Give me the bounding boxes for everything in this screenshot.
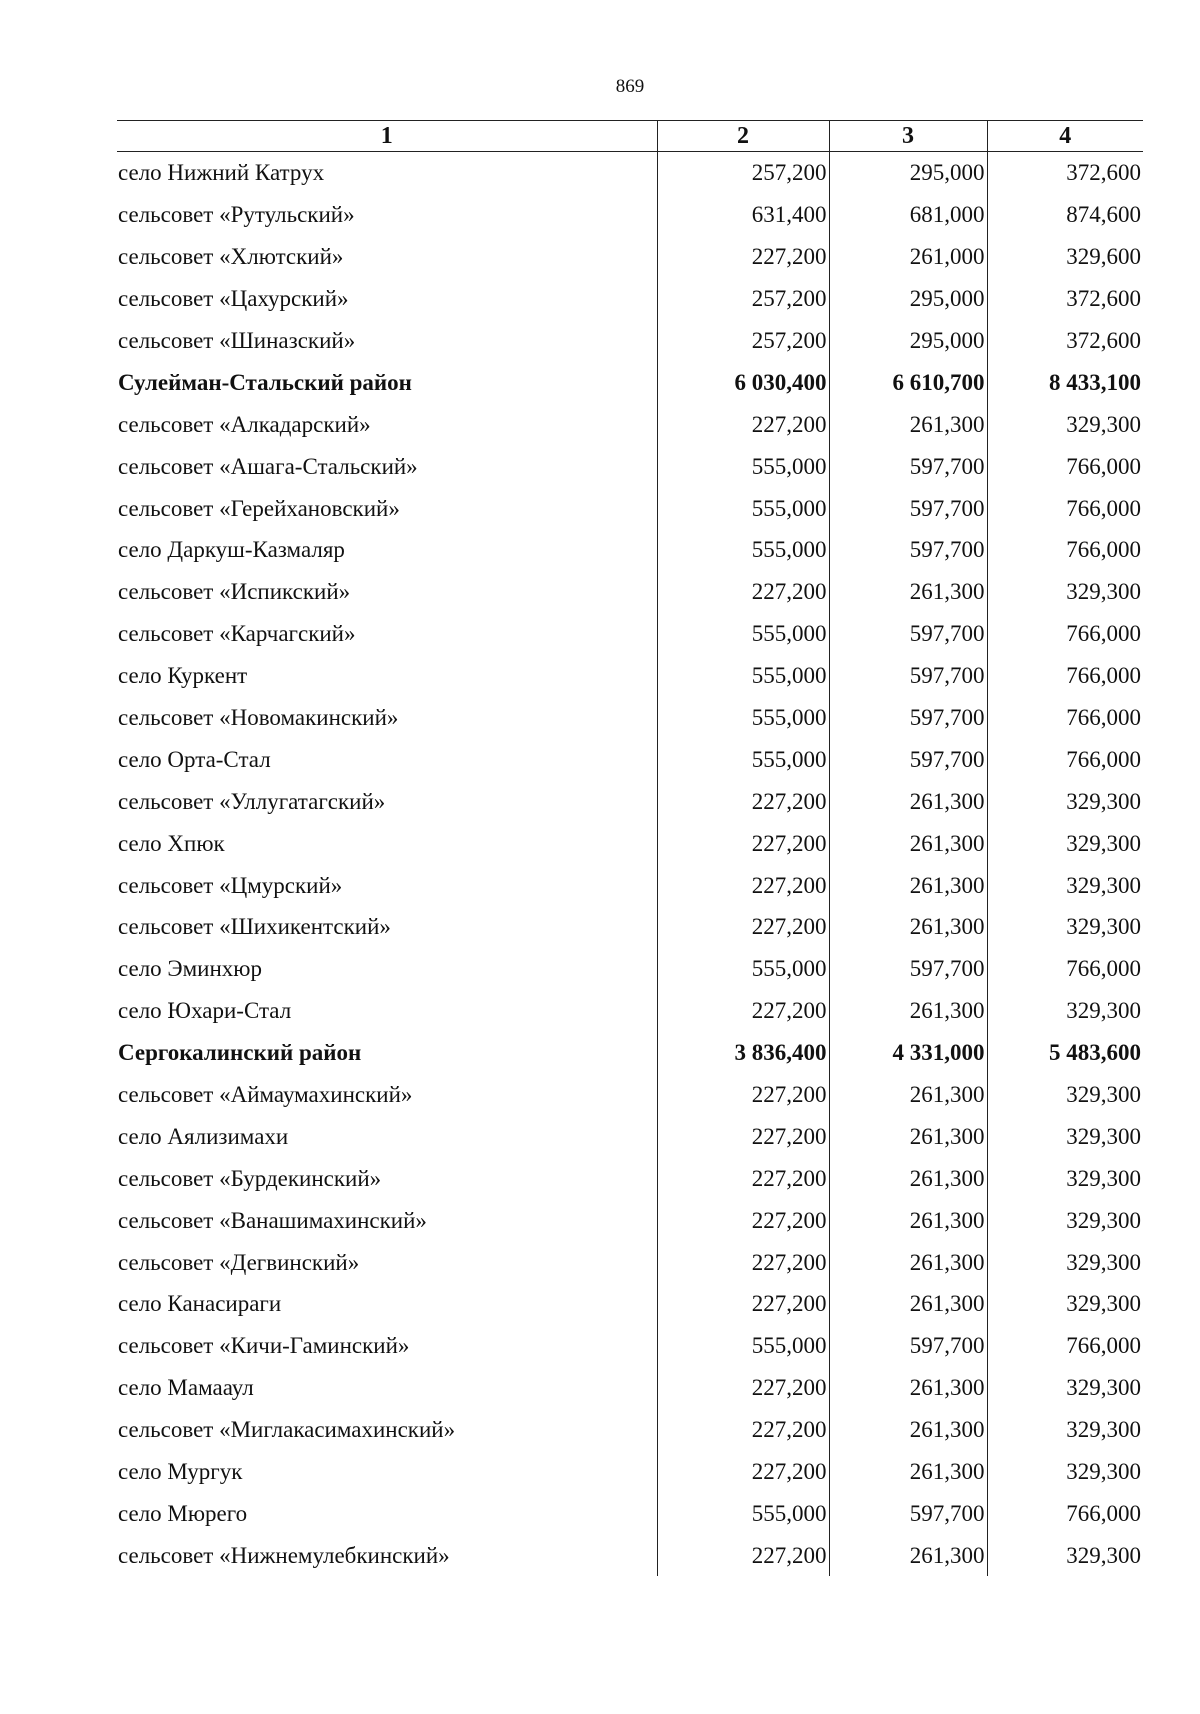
column-3-value: 261,300	[829, 1283, 987, 1325]
row-name-cell: сельсовет «Испикский»	[118, 579, 351, 605]
table-row	[117, 948, 1143, 990]
row-name-cell: сельсовет «Шиназский»	[118, 328, 356, 353]
column-2-value: 227,200	[657, 1241, 829, 1283]
column-2-value: 555,000	[657, 1325, 829, 1367]
column-3-value: 261,300	[829, 1367, 987, 1409]
column-4-value: 372,600	[987, 152, 1143, 194]
table-row	[117, 1115, 1143, 1157]
table-row	[117, 655, 1143, 697]
row-name-cell: сельсовет «Рутульский»	[118, 202, 355, 228]
row-name-cell: село Нижний Катрух	[118, 160, 325, 186]
column-2-value: 555,000	[657, 738, 829, 780]
column-4-value: 766,000	[987, 1493, 1143, 1535]
column-3-value: 261,300	[829, 1409, 987, 1451]
column-2-value: 227,200	[657, 1157, 829, 1199]
table-row	[117, 403, 1143, 445]
column-4-value: 766,000	[987, 487, 1143, 529]
table-row	[117, 529, 1143, 571]
column-4-value: 766,000	[987, 445, 1143, 487]
row-name-cell: Сулейман-Стальский район	[118, 369, 412, 395]
column-2-value: 6 030,400	[657, 361, 829, 403]
table-row	[117, 1283, 1143, 1325]
column-2-value: 227,200	[657, 1199, 829, 1241]
column-2-value: 227,200	[657, 990, 829, 1032]
column-3-value: 597,700	[829, 948, 987, 990]
district-total-row	[117, 361, 1143, 403]
row-name-cell: сельсовет «Цмурский»	[118, 872, 343, 898]
row-name-cell: сельсовет «Ванашимахинский»	[118, 1207, 427, 1233]
row-name-cell: сельсовет «Нижнемулебкинский»	[118, 1542, 450, 1568]
table-row	[117, 1199, 1143, 1241]
column-3-value: 261,300	[829, 1199, 987, 1241]
column-3-value: 597,700	[829, 445, 987, 487]
column-2-value: 555,000	[657, 445, 829, 487]
table-header	[117, 121, 1143, 152]
column-2-value: 227,200	[657, 1283, 829, 1325]
table-row	[117, 1157, 1143, 1199]
district-total-row	[117, 1032, 1143, 1074]
row-name-cell: село Мюрего	[118, 1500, 248, 1526]
column-header-1: 1	[117, 121, 657, 152]
column-header-2: 2	[657, 121, 829, 152]
column-3-value: 261,300	[829, 906, 987, 948]
table-row	[117, 1493, 1143, 1535]
column-2-value: 227,200	[657, 403, 829, 445]
column-3-value: 261,300	[829, 990, 987, 1032]
column-4-value: 766,000	[987, 948, 1143, 990]
row-name-cell: сельсовет «Ашага-Стальский»	[118, 453, 418, 479]
table-row	[117, 697, 1143, 739]
column-3-value: 261,300	[829, 403, 987, 445]
table-row	[117, 194, 1143, 236]
budget-table-container	[117, 120, 1143, 1576]
column-2-value: 555,000	[657, 613, 829, 655]
column-4-value: 329,300	[987, 1157, 1143, 1199]
column-4-value: 329,300	[987, 906, 1143, 948]
column-4-value: 329,300	[987, 1534, 1143, 1576]
column-3-value: 597,700	[829, 487, 987, 529]
column-2-value: 555,000	[657, 948, 829, 990]
column-4-value: 766,000	[987, 529, 1143, 571]
column-3-value: 597,700	[829, 655, 987, 697]
column-4-value: 329,600	[987, 236, 1143, 278]
row-name-cell: село Аялизимахи	[118, 1123, 289, 1149]
row-name-cell: село Мургук	[118, 1459, 243, 1485]
column-4-value: 329,300	[987, 1241, 1143, 1283]
column-4-value: 766,000	[987, 697, 1143, 739]
column-2-value: 227,200	[657, 864, 829, 906]
table-row	[117, 738, 1143, 780]
column-2-value: 3 836,400	[657, 1032, 829, 1074]
column-2-value: 227,200	[657, 780, 829, 822]
column-4-value: 766,000	[987, 613, 1143, 655]
column-4-value: 329,300	[987, 1367, 1143, 1409]
column-3-value: 261,300	[829, 1241, 987, 1283]
table-row	[117, 990, 1143, 1032]
row-name-cell: сельсовет «Миглакасимахинский»	[118, 1417, 456, 1443]
column-2-value: 227,200	[657, 571, 829, 613]
column-2-value: 227,200	[657, 1409, 829, 1451]
column-3-value: 597,700	[829, 738, 987, 780]
table-row	[117, 1241, 1143, 1283]
column-2-value: 227,200	[657, 822, 829, 864]
column-3-value: 261,300	[829, 864, 987, 906]
header-row	[117, 121, 1143, 152]
budget-table	[117, 120, 1143, 1576]
table-row	[117, 571, 1143, 613]
row-name-cell: сельсовет «Карчагский»	[118, 621, 356, 647]
column-3-value: 261,300	[829, 822, 987, 864]
column-3-value: 681,000	[829, 194, 987, 236]
column-4-value: 5 483,600	[987, 1032, 1143, 1074]
column-4-value: 329,300	[987, 864, 1143, 906]
column-2-value: 257,200	[657, 152, 829, 194]
column-4-value: 329,300	[987, 1199, 1143, 1241]
row-name-cell: сельсовет «Цахурский»	[118, 286, 349, 312]
column-3-value: 261,300	[829, 1451, 987, 1493]
column-3-value: 261,300	[829, 1157, 987, 1199]
column-2-value: 227,200	[657, 1367, 829, 1409]
table-row	[117, 1367, 1143, 1409]
row-name-cell: сельсовет «Хлютский»	[118, 244, 344, 270]
row-name-cell: Сергокалинский район	[118, 1040, 362, 1066]
table-row	[117, 1325, 1143, 1367]
column-2-value: 555,000	[657, 529, 829, 571]
column-3-value: 261,300	[829, 1074, 987, 1116]
column-2-value: 555,000	[657, 487, 829, 529]
column-4-value: 329,300	[987, 990, 1143, 1032]
table-row	[117, 1534, 1143, 1576]
row-name-cell: сельсовет «Шихикентский»	[118, 914, 391, 940]
column-4-value: 766,000	[987, 1325, 1143, 1367]
column-header-4: 4	[987, 121, 1143, 152]
row-name-cell: сельсовет «Аймаумахинский»	[118, 1082, 413, 1108]
table-row	[117, 1409, 1143, 1451]
row-name-cell: сельсовет «Бурдекинский»	[118, 1165, 382, 1191]
column-3-value: 295,000	[829, 278, 987, 320]
column-4-value: 8 433,100	[987, 361, 1143, 403]
table-row	[117, 152, 1143, 194]
row-name-cell: село Куркент	[118, 663, 248, 689]
column-4-value: 329,300	[987, 571, 1143, 613]
row-name-cell: сельсовет «Алкадарский»	[118, 411, 371, 437]
row-name-cell: сельсовет «Кичи-Гаминский»	[118, 1333, 410, 1359]
row-name-cell: село Даркуш-Казмаляр	[118, 537, 345, 563]
row-name-cell: сельсовет «Герейхановский»	[118, 495, 400, 521]
column-2-value: 555,000	[657, 1493, 829, 1535]
column-4-value: 329,300	[987, 822, 1143, 864]
page-number: 869	[615, 76, 645, 97]
table-body	[117, 152, 1143, 1577]
column-2-value: 555,000	[657, 697, 829, 739]
column-2-value: 257,200	[657, 320, 829, 362]
table-row	[117, 1074, 1143, 1116]
column-3-value: 597,700	[829, 529, 987, 571]
table-row	[117, 1451, 1143, 1493]
column-3-value: 597,700	[829, 1325, 987, 1367]
column-3-value: 261,300	[829, 571, 987, 613]
column-4-value: 329,300	[987, 1409, 1143, 1451]
column-4-value: 329,300	[987, 780, 1143, 822]
table-row	[117, 236, 1143, 278]
row-name-cell: село Орта-Стал	[118, 746, 271, 772]
column-2-value: 227,200	[657, 906, 829, 948]
column-3-value: 6 610,700	[829, 361, 987, 403]
column-3-value: 261,300	[829, 780, 987, 822]
column-3-value: 597,700	[829, 697, 987, 739]
table-row	[117, 864, 1143, 906]
table-row	[117, 906, 1143, 948]
column-3-value: 261,300	[829, 1115, 987, 1157]
column-3-value: 295,000	[829, 320, 987, 362]
column-2-value: 227,200	[657, 236, 829, 278]
column-3-value: 597,700	[829, 1493, 987, 1535]
column-2-value: 257,200	[657, 278, 829, 320]
row-name-cell: село Юхари-Стал	[118, 998, 292, 1024]
column-3-value: 261,300	[829, 1534, 987, 1576]
table-row	[117, 780, 1143, 822]
column-2-value: 227,200	[657, 1534, 829, 1576]
table-row	[117, 278, 1143, 320]
column-4-value: 372,600	[987, 278, 1143, 320]
column-4-value: 874,600	[987, 194, 1143, 236]
table-row	[117, 487, 1143, 529]
column-4-value: 766,000	[987, 738, 1143, 780]
column-3-value: 295,000	[829, 152, 987, 194]
column-3-value: 4 331,000	[829, 1032, 987, 1074]
row-name-cell: сельсовет «Уллугатагский»	[118, 788, 386, 814]
row-name-cell: сельсовет «Новомакинский»	[118, 705, 399, 731]
table-row	[117, 320, 1143, 362]
column-3-value: 597,700	[829, 613, 987, 655]
row-name-cell: сельсовет «Дегвинский»	[118, 1249, 360, 1275]
column-4-value: 329,300	[987, 1283, 1143, 1325]
column-4-value: 329,300	[987, 1074, 1143, 1116]
row-name-cell: село Эминхюр	[118, 956, 262, 982]
table-row	[117, 822, 1143, 864]
row-name-cell: село Мамааул	[118, 1375, 254, 1401]
column-4-value: 372,600	[987, 320, 1143, 362]
column-3-value: 261,000	[829, 236, 987, 278]
column-2-value: 227,200	[657, 1115, 829, 1157]
column-2-value: 555,000	[657, 655, 829, 697]
column-header-3: 3	[829, 121, 987, 152]
row-name-cell: село Канасираги	[118, 1291, 282, 1317]
table-row	[117, 613, 1143, 655]
column-2-value: 227,200	[657, 1074, 829, 1116]
column-4-value: 766,000	[987, 655, 1143, 697]
column-4-value: 329,300	[987, 403, 1143, 445]
column-2-value: 631,400	[657, 194, 829, 236]
row-name-cell: село Хпюк	[118, 830, 225, 856]
column-2-value: 227,200	[657, 1451, 829, 1493]
column-4-value: 329,300	[987, 1115, 1143, 1157]
column-4-value: 329,300	[987, 1451, 1143, 1493]
table-row	[117, 445, 1143, 487]
